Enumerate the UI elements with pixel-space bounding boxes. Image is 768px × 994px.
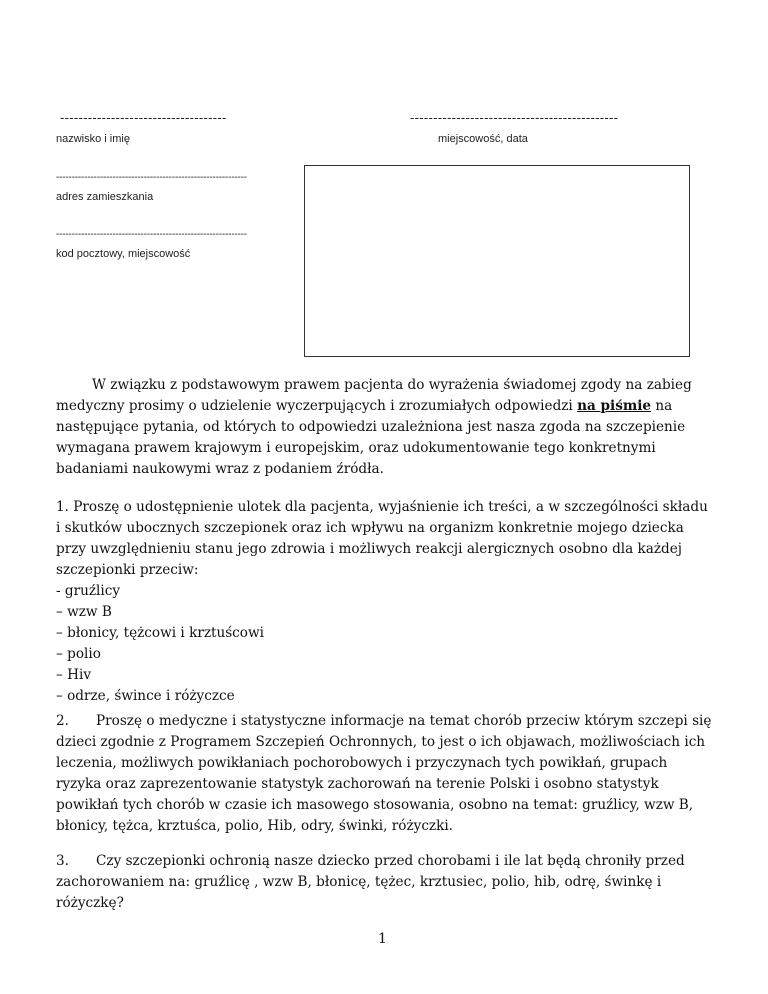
intro-paragraph: [56, 375, 716, 480]
place-date-label: miejscowość, data: [438, 133, 528, 145]
postal-line: -------------------------------------------------------------: [56, 229, 247, 240]
address-label: adres zamieszkania: [56, 191, 154, 203]
recipient-box: [304, 165, 690, 357]
list-item: – odrze, śwince i różyczce: [56, 688, 235, 704]
postal-label: kod pocztowy, miejscowość: [56, 248, 191, 260]
name-line: ------------------------------------: [60, 110, 227, 125]
address-line: -------------------------------------------------------------: [56, 172, 247, 183]
question-2-text: Proszę o medyczne i statystyczne informacje na temat chorób przeciw którym szczepi się dzieci zgodnie z Programem Szczepień Ochronnych, to jest o ich objawach, możliwościach ich leczenia, możliwych powikłaniach pochorobowych i przyczynach tych powikłań, grupach ryzyka oraz zaprezentowanie statystyk zachorowań na terenie Polski i osobno statystyk powikłań tych chorób w czasie ich masowego stosowania, osobno na temat: gruźlicy, wzw B, błonicy, tężca, krztuśca, polio, Hib, odry, świnki, różyczki.: [56, 713, 712, 834]
question-3-number: 3.: [56, 853, 69, 869]
question-3-text: Czy szczepionki ochronią nasze dziecko przed chorobami i ile lat będą chroniły przed zachorowaniem na: gruźlicę , wzw B, błonicę, tężec, krztusiec, polio, hib, odrę, świnkę i różyczkę?: [56, 853, 685, 911]
list-item: – Hiv: [56, 667, 91, 683]
question-1: [56, 497, 716, 707]
intro-text-before: W związku z podstawowym prawem pacjenta do wyrażenia świadomej zgody na zabieg medyczny prosimy o udzielenie wyczerpujących i zrozumiałych odpowiedzi: [56, 377, 692, 414]
place-date-line: ---------------------------------------------: [410, 110, 619, 125]
page-number: 1: [378, 931, 387, 947]
list-item: - gruźlicy: [56, 583, 121, 599]
vaccine-list: [56, 581, 716, 707]
question-2-number: 2.: [56, 713, 69, 729]
list-item: – błonicy, tężcowi i krztuścowi: [56, 625, 264, 641]
question-1-text: 1. Proszę o udostępnienie ulotek dla pacjenta, wyjaśnienie ich treści, a w szczególności składu i skutków ubocznych szczepionek oraz ich wpływu na organizm konkretnie mojego dziecka przy uwzględnieniu stanu jego zdrowia i możliwych reakcji alergicznych osobno dla każdej szczepionki przeciw:: [56, 499, 708, 578]
intro-emphasis: na piśmie: [577, 398, 652, 414]
list-item: – polio: [56, 646, 101, 662]
intro-text-after: na następujące pytania, od których to odpowiedzi uzależniona jest nasza zgoda na szczepienie wymagana prawem krajowym i europejskim, oraz udokumentowanie tego konkretnymi badaniami naukowymi wraz z podaniem źródła.: [56, 398, 686, 477]
question-2: [56, 711, 716, 837]
list-item: – wzw B: [56, 604, 112, 620]
name-label: nazwisko i imię: [56, 133, 130, 145]
question-3: [56, 851, 716, 914]
